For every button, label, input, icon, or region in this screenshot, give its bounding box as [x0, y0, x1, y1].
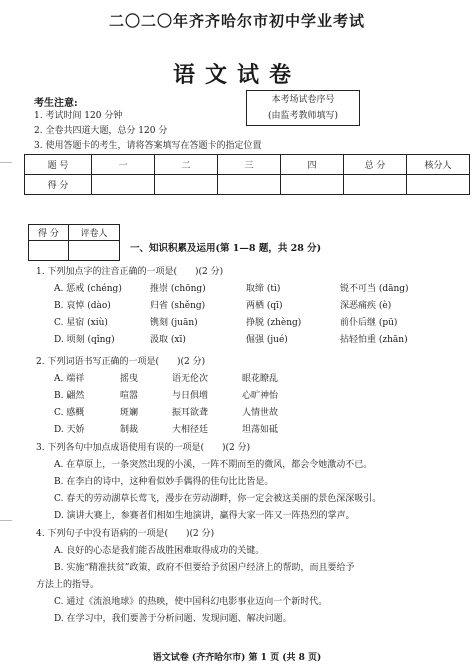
- option-text: 镌刻 (juān): [150, 318, 198, 328]
- option-text: 喧嚣: [120, 391, 139, 401]
- option-text: 人情世故: [242, 408, 279, 418]
- score-header-cell: 三: [218, 155, 281, 175]
- option-text: 倔强 (jué): [246, 335, 288, 345]
- score-cell[interactable]: [344, 175, 407, 195]
- seat-box-line2: (由监考教师填写): [267, 111, 339, 121]
- option-text: 大相径廷: [172, 425, 209, 435]
- seat-box-line1: 本考场试卷序号: [271, 95, 335, 105]
- grader-score-label: 得 分: [29, 225, 69, 241]
- score-header-cell: 四: [281, 155, 344, 175]
- option-text: B. 哀悼 (dào): [54, 301, 111, 311]
- score-header-cell: 二: [155, 155, 218, 175]
- option-line: A. 良好的心态是我们能否战胜困难取得成功的关键。: [54, 546, 265, 556]
- option-text: C. 感概: [54, 408, 85, 418]
- option-text: 坦荡如砥: [242, 425, 279, 435]
- option-text: 心旷神怡: [242, 391, 279, 401]
- score-header-row: [25, 155, 470, 175]
- score-header-cell: 核分人: [407, 155, 470, 175]
- option-text: C. 星宿 (xiù): [54, 318, 108, 328]
- option-text: 拈轻怕重 (zhān): [340, 335, 408, 345]
- score-cell[interactable]: [281, 175, 344, 195]
- option-text: 挣脱 (zhèng): [246, 318, 302, 328]
- option-text: 取缔 (tì): [246, 284, 281, 294]
- option-text: 与日俱增: [172, 391, 209, 401]
- score-table: [24, 154, 470, 195]
- option-line: 方法上的指导。: [36, 580, 100, 590]
- margin-mark: [0, 520, 12, 521]
- option-text: 两栖 (qī): [246, 301, 283, 311]
- question-stem: 3. 下列各句中加点成语使用有误的一项是( )(2 分): [36, 443, 251, 453]
- score-header-cell: 题 号: [25, 155, 92, 175]
- option-text: D. 天娇: [54, 425, 85, 435]
- exam-title: 二〇二〇年齐齐哈尔市初中学业考试: [108, 12, 365, 30]
- grader-header-row: [29, 225, 120, 241]
- option-line: D. 演讲大赛上，参赛者们相如生地演讲，赢得大家一阵又一阵热烈的掌声。: [54, 511, 355, 521]
- grader-score-cell[interactable]: [29, 241, 69, 261]
- note-item: 2. 全卷共四道大题，总分 120 分: [34, 126, 168, 136]
- option-line: B. 在李白的诗中，这种看似妙手偶得的佳句比比皆是。: [54, 477, 274, 487]
- question-stem: 1. 下列加点字的注音正确的一项是( )(2 分): [36, 267, 224, 277]
- option-text: 制裁: [120, 425, 139, 435]
- option-text: 语无伦次: [172, 374, 209, 384]
- option-text: 摇曳: [120, 374, 139, 384]
- question-stem: 4. 下列句子中没有语病的一项是( )(2 分): [36, 529, 215, 539]
- option-text: 振耳欲聋: [172, 408, 209, 418]
- option-text: D. 顷刻 (qǐng): [54, 335, 115, 345]
- seat-number-box: [246, 90, 360, 126]
- option-text: B. 翩然: [54, 391, 85, 401]
- option-text: 推崇 (chōng): [150, 284, 206, 294]
- score-header-cell: 总 分: [344, 155, 407, 175]
- notes-title: 考生注意:: [34, 98, 78, 109]
- page-footer: 语文试卷 (齐齐哈尔市) 第 1 页 (共 8 页): [152, 653, 322, 663]
- option-line: A. 在草原上，一条突然出现的小溪，一阵不期而至的微风，都会令她激动不已。: [54, 460, 373, 470]
- option-text: A. 端祥: [54, 374, 85, 384]
- grader-name-label: 评卷人: [68, 225, 119, 241]
- option-text: 汲取 (xī): [150, 335, 186, 345]
- option-text: 归省 (shěng): [150, 301, 206, 311]
- exam-subtitle: 语文试卷: [172, 62, 301, 88]
- option-text: A. 惩戒 (chéng): [54, 284, 122, 294]
- option-text: 前仆后继 (pū): [340, 318, 398, 328]
- option-text: 深恶痛疾 (è): [340, 301, 392, 311]
- score-value-row: [25, 175, 470, 195]
- note-item: 3. 使用答题卡的考生，请将答案填写在答题卡的指定位置: [34, 141, 262, 151]
- margin-mark: [0, 162, 12, 163]
- score-header-cell: 一: [92, 155, 155, 175]
- grader-table: [28, 224, 120, 261]
- grader-name-cell[interactable]: [68, 241, 119, 261]
- option-text: 斑斓: [120, 408, 139, 418]
- score-row-label: 得 分: [25, 175, 92, 195]
- option-line: C. 春天的劳动湖草长莺飞，漫步在劳动湖畔，你一定会被这美丽的景色深深吸引。: [54, 494, 382, 504]
- score-cell[interactable]: [92, 175, 155, 195]
- option-line: C. 通过《流浪地球》的热映，使中国科幻电影事业迈向一个新时代。: [54, 597, 328, 607]
- grader-blank-row: [29, 241, 120, 261]
- question-stem: 2. 下列词语书写正确的一项是( )(2 分): [36, 357, 206, 367]
- score-cell[interactable]: [218, 175, 281, 195]
- option-text: 眼花瞭乱: [242, 374, 279, 384]
- note-item: 1. 考试时间 120 分钟: [34, 111, 123, 121]
- option-text: 锐不可当 (dāng): [340, 284, 409, 294]
- option-line: D. 在学习中，我们要善于分析问题、发现问题、解决问题。: [54, 614, 292, 624]
- score-cell[interactable]: [155, 175, 218, 195]
- option-line: B. 实施“精准扶贫”政策，政府不但要给予贫困户经济上的帮助，而且要给予: [54, 563, 355, 573]
- score-cell[interactable]: [407, 175, 470, 195]
- section-heading: 一、知识积累及运用(第 1—8 题，共 28 分): [130, 243, 322, 254]
